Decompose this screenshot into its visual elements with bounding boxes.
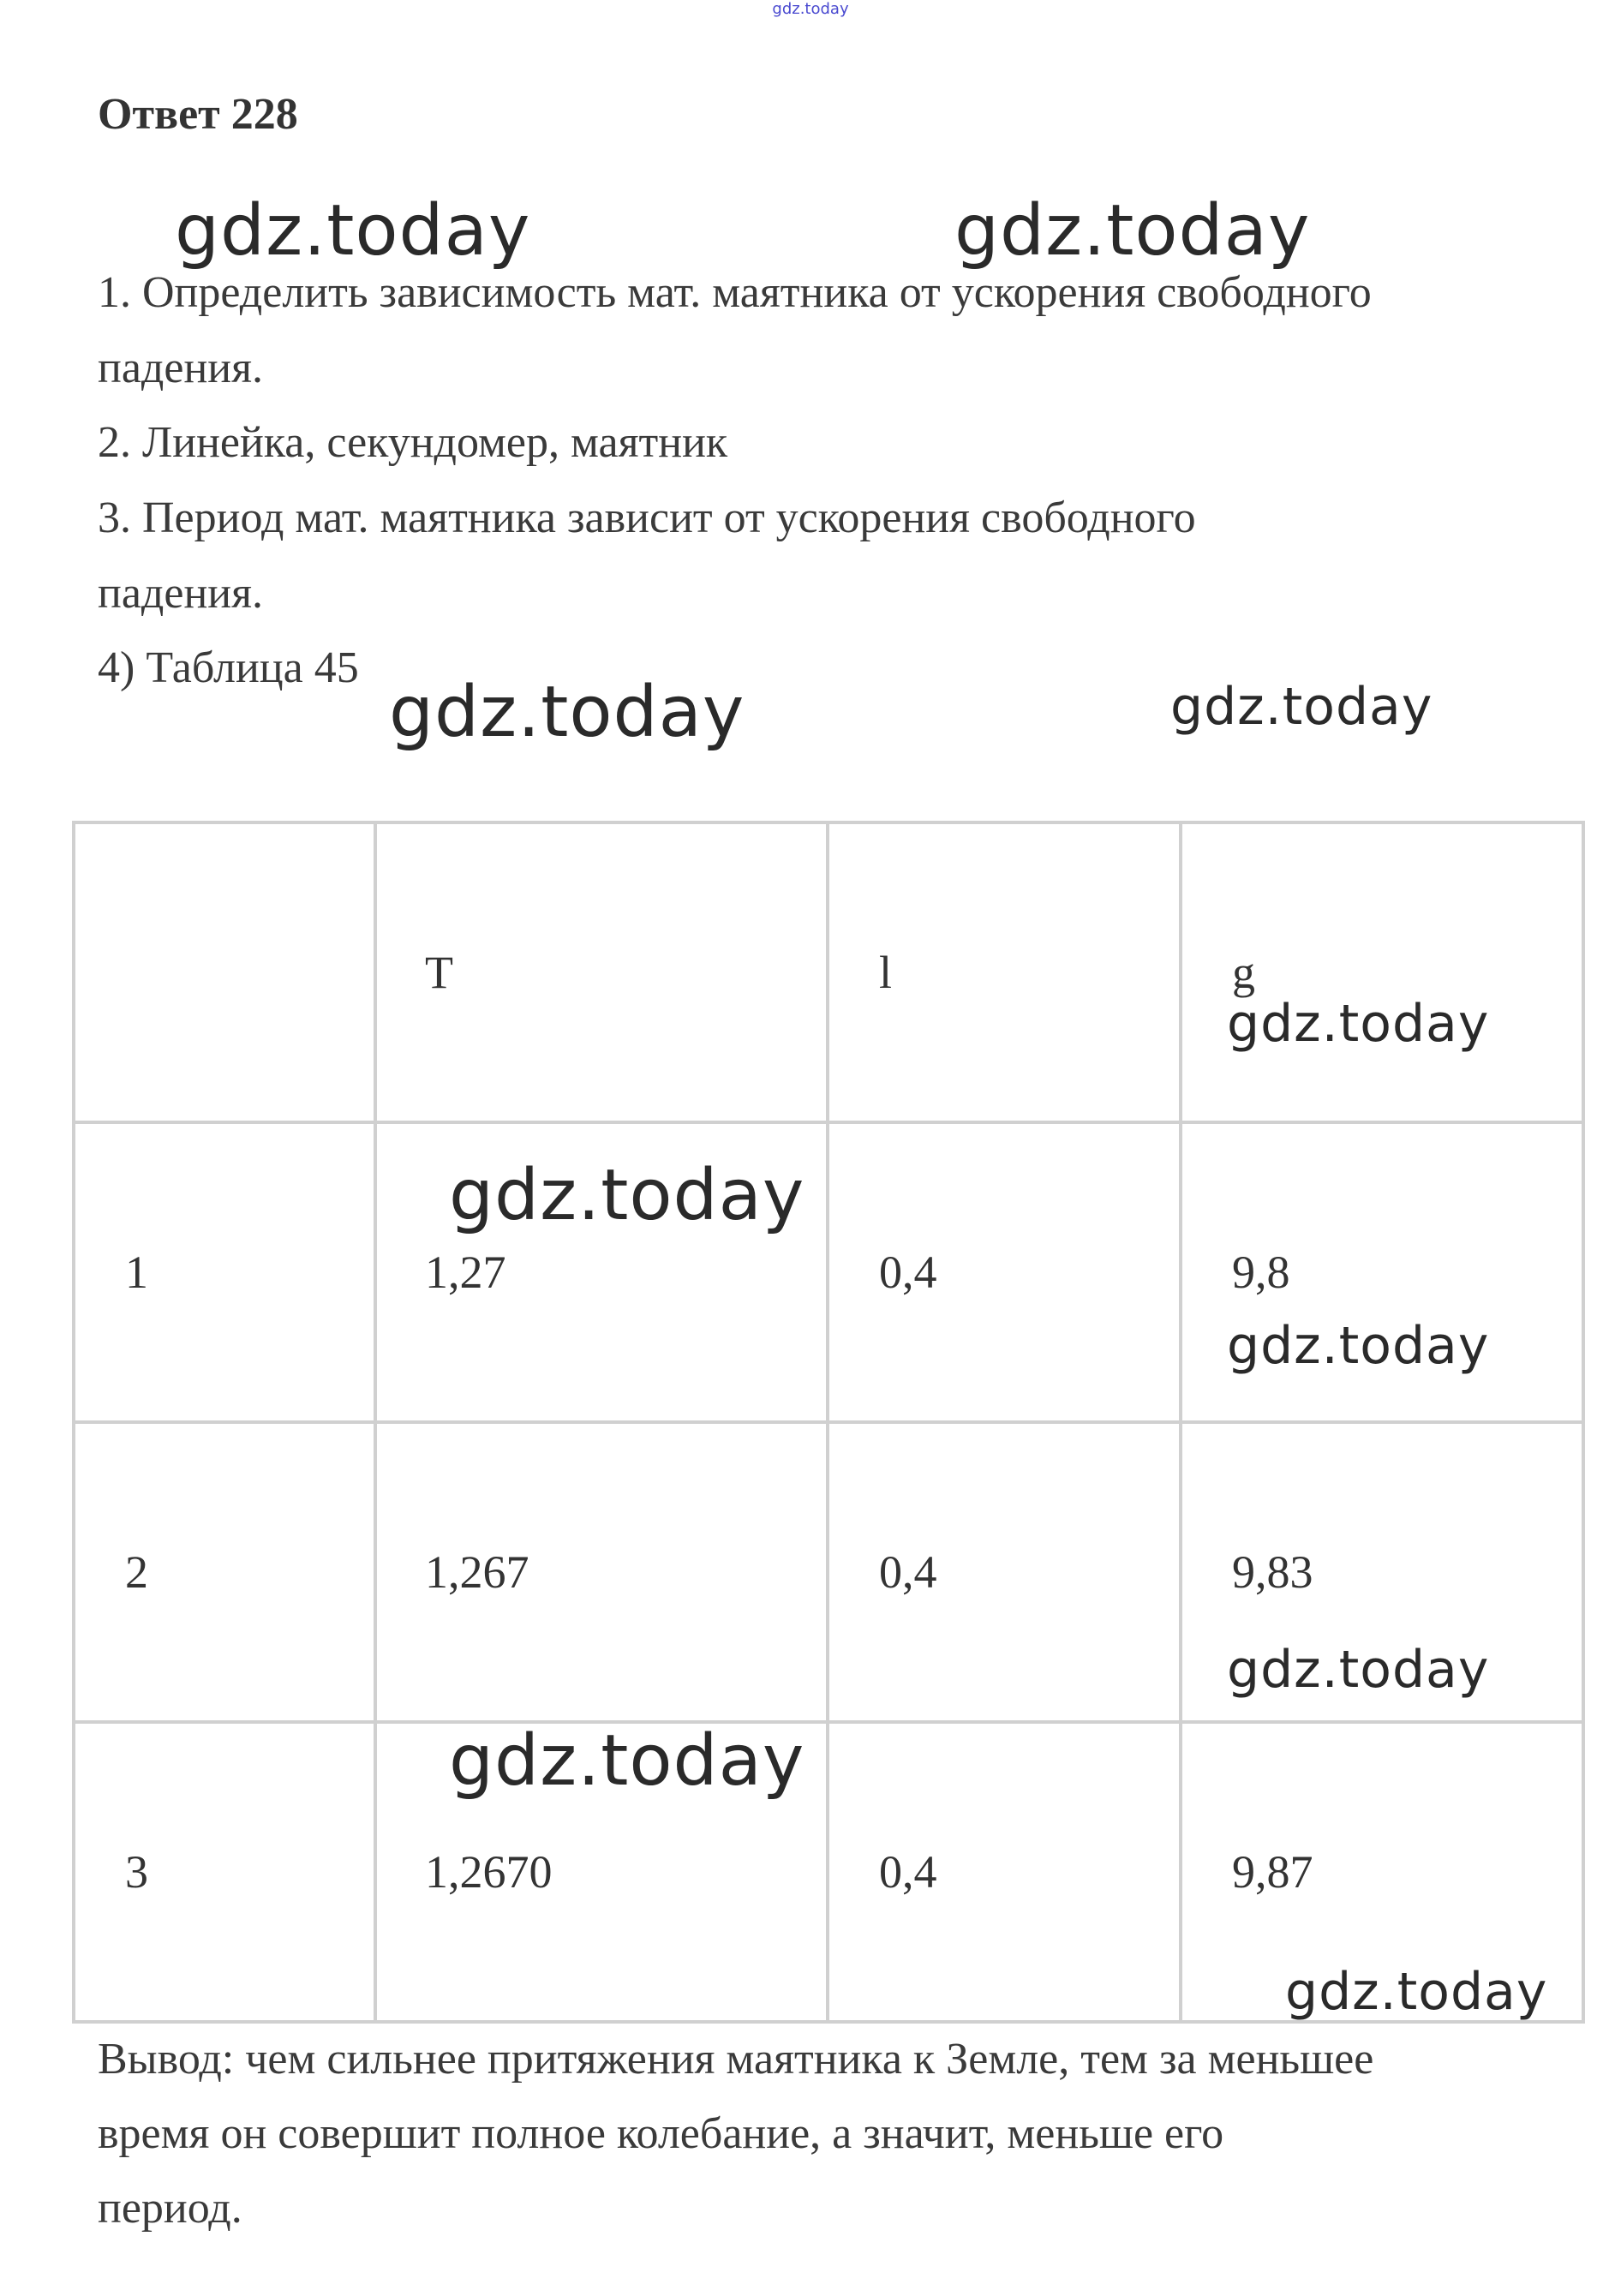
table-cell: 1 [74, 1122, 375, 1422]
table-cell: 9,8 [1181, 1122, 1583, 1422]
conclusion-line-2: время он совершит полное колебание, а значит, меньше его [98, 2109, 1224, 2158]
header-l: l [879, 947, 893, 998]
table-cell: 9,87 [1181, 1722, 1583, 2022]
table-cell: 0,4 [828, 1122, 1181, 1422]
table-cell: 1,27 [375, 1122, 828, 1422]
item-line-3: 2. Линейка, секундомер, маятник [98, 418, 728, 467]
table-cell: 2 [74, 1422, 375, 1722]
header-g: g [1232, 947, 1255, 998]
table-cell: 0,4 [828, 1722, 1181, 2022]
table-row [74, 1122, 1583, 1422]
item-line-5: падения. [98, 569, 264, 618]
watermark: gdz.today [449, 1720, 805, 1802]
item-line-2: падения. [98, 344, 264, 392]
page-title: Ответ 228 [98, 90, 298, 139]
top-watermark: gdz.today [772, 0, 849, 18]
watermark: gdz.today [175, 190, 531, 272]
watermark: gdz.today [449, 1155, 805, 1236]
conclusion-line-3: период. [98, 2184, 242, 2233]
item-line-6: 4) Таблица 45 [98, 643, 359, 692]
table-header-row [74, 822, 1583, 1122]
item-line-1: 1. Определить зависимость мат. маятника от ускорения свободного [98, 268, 1372, 317]
header-T: T [425, 947, 453, 998]
table-cell [375, 822, 828, 1122]
table-cell [74, 822, 375, 1122]
table-cell: 1,2670 [375, 1722, 828, 2022]
table-cell [828, 822, 1181, 1122]
item-line-4: 3. Период мат. маятника зависит от ускорения свободного [98, 493, 1196, 542]
watermark: gdz.today [1227, 994, 1490, 1054]
conclusion-line-1: Вывод: чем сильнее притяжения маятника к Земле, тем за меньшее [98, 2035, 1374, 2084]
watermark: gdz.today [1227, 1640, 1490, 1700]
watermark: gdz.today [1227, 1316, 1490, 1376]
watermark: gdz.today [389, 672, 745, 753]
table-cell: 9,83 [1181, 1422, 1583, 1722]
table-cell [1181, 822, 1583, 1122]
table-cell: 3 [74, 1722, 375, 2022]
watermark: gdz.today [954, 190, 1311, 272]
watermark: gdz.today [1285, 1962, 1548, 2022]
watermark: gdz.today [1170, 677, 1433, 737]
table-cell: 1,267 [375, 1422, 828, 1722]
table-cell: 0,4 [828, 1422, 1181, 1722]
